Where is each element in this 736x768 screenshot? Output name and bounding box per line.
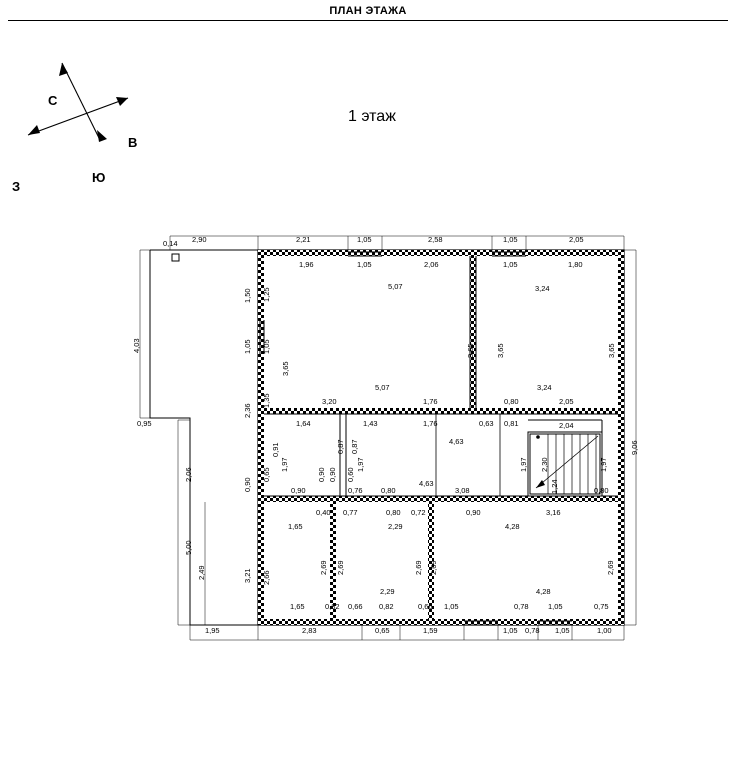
dim-label-vertical: 2,06 xyxy=(184,467,193,482)
dim-label-vertical: 0,60 xyxy=(346,467,355,482)
dim-label: 2,06 xyxy=(424,260,439,269)
dim-label: 0,72 xyxy=(411,508,426,517)
page-title: ПЛАН ЭТАЖА xyxy=(0,4,736,19)
dim-label: 4,28 xyxy=(536,587,551,596)
dim-label: 3,16 xyxy=(546,508,561,517)
dim-label: 2,90 xyxy=(192,235,207,244)
dim-label: 0,90 xyxy=(466,508,481,517)
dim-label-vertical: 0,90 xyxy=(243,477,252,492)
floor-caption: 1 этаж xyxy=(348,108,396,125)
dim-label: 1,76 xyxy=(423,397,438,406)
dim-label: 0,80 xyxy=(594,486,609,495)
dim-label-vertical: 9,06 xyxy=(630,440,639,455)
dim-label-vertical: 3,65 xyxy=(281,361,290,376)
dim-label-vertical: 1,05 xyxy=(243,339,252,354)
dim-label-vertical: 0,87 xyxy=(336,439,345,454)
dim-label: 2,29 xyxy=(388,522,403,531)
dim-label: 2,04 xyxy=(559,421,574,430)
dim-label: 3,20 xyxy=(322,397,337,406)
dim-label: 0,76 xyxy=(348,486,363,495)
dim-label-vertical: 1,97 xyxy=(280,457,289,472)
dim-label: 1,59 xyxy=(423,626,438,635)
dim-label-vertical: 1,97 xyxy=(356,457,365,472)
dim-label: 1,05 xyxy=(503,260,518,269)
dim-label: 3,24 xyxy=(537,383,552,392)
dim-label-vertical: 1,24 xyxy=(550,479,559,494)
dim-label: 0,81 xyxy=(504,419,519,428)
dim-label-vertical: 2,30 xyxy=(540,457,549,472)
dim-label-vertical: 3,65 xyxy=(496,343,505,358)
dim-label: 3,24 xyxy=(535,284,550,293)
dim-label-vertical: 2,36 xyxy=(243,403,252,418)
dim-label-vertical: 3,65 xyxy=(466,343,475,358)
dim-label: 1,64 xyxy=(296,419,311,428)
dim-label: 1,05 xyxy=(503,626,518,635)
compass-label-west: З xyxy=(12,179,21,194)
dim-label: 1,05 xyxy=(357,235,372,244)
dim-label-vertical: 2,69 xyxy=(606,560,615,575)
dim-label: 0,78 xyxy=(514,602,529,611)
dim-label: 0,77 xyxy=(343,508,358,517)
dim-label: 5,07 xyxy=(375,383,390,392)
dim-label: 3,08 xyxy=(455,486,470,495)
dim-label: 1,96 xyxy=(299,260,314,269)
dim-label: 1,05 xyxy=(357,260,372,269)
dim-label: 1,05 xyxy=(503,235,518,244)
dim-label: 0,14 xyxy=(163,239,178,248)
dim-label-vertical: 2,69 xyxy=(336,560,345,575)
dim-label: 1,05 xyxy=(548,602,563,611)
dim-label: 2,05 xyxy=(569,235,584,244)
dim-label-vertical: 2,69 xyxy=(414,560,423,575)
dim-label-vertical: 0,87 xyxy=(350,439,359,454)
dim-label: 0,65 xyxy=(375,626,390,635)
dim-label: 1,76 xyxy=(423,419,438,428)
dim-label-vertical: 2,69 xyxy=(429,560,438,575)
dim-label: 0,80 xyxy=(386,508,401,517)
dim-label: 0,82 xyxy=(379,602,394,611)
compass-label-south: Ю xyxy=(92,170,106,185)
compass-label-north: С xyxy=(48,93,58,108)
dim-label: 0,90 xyxy=(291,486,306,495)
compass-label-east: В xyxy=(128,135,138,150)
dim-label-vertical: 2,66 xyxy=(262,570,271,585)
dim-label-vertical: 0,90 xyxy=(317,467,326,482)
dim-label: 1,95 xyxy=(205,626,220,635)
dim-label: 4,63 xyxy=(449,437,464,446)
dim-label-vertical: 0,90 xyxy=(328,467,337,482)
dim-label: 2,21 xyxy=(296,235,311,244)
dim-label: 4,28 xyxy=(505,522,520,531)
dim-label: 2,29 xyxy=(380,587,395,596)
dim-label: 1,43 xyxy=(363,419,378,428)
dim-label: 2,58 xyxy=(428,235,443,244)
dim-label-vertical: 1,97 xyxy=(519,457,528,472)
dim-label: 1,05 xyxy=(555,626,570,635)
dim-label: 1,00 xyxy=(597,626,612,635)
dim-label: 2,83 xyxy=(302,626,317,635)
dim-label-vertical: 5,00 xyxy=(184,540,193,555)
dim-label: 4,63 xyxy=(419,479,434,488)
dim-label: 0,66 xyxy=(348,602,363,611)
dim-label-vertical: 2,69 xyxy=(319,560,328,575)
dim-label-vertical: 3,21 xyxy=(243,568,252,583)
dim-label-vertical: 1,25 xyxy=(262,287,271,302)
dim-label: 0,95 xyxy=(137,419,152,428)
dim-label: 1,80 xyxy=(568,260,583,269)
dim-label-vertical: 0,65 xyxy=(262,467,271,482)
dim-label: 1,65 xyxy=(288,522,303,531)
dim-label: 0,75 xyxy=(594,602,609,611)
dim-label: 2,05 xyxy=(559,397,574,406)
dim-label-vertical: 2,49 xyxy=(197,565,206,580)
dim-label: 1,05 xyxy=(444,602,459,611)
dim-label-vertical: 3,65 xyxy=(607,343,616,358)
dim-label-vertical: 1,50 xyxy=(243,288,252,303)
dim-label-vertical: 1,97 xyxy=(599,457,608,472)
dim-label: 0,80 xyxy=(381,486,396,495)
dim-label: 0,80 xyxy=(504,397,519,406)
dim-label-vertical: 1,05 xyxy=(262,339,271,354)
dim-label: 5,07 xyxy=(388,282,403,291)
dim-label: 0,63 xyxy=(479,419,494,428)
dim-label-vertical: 0,91 xyxy=(271,442,280,457)
dim-label: 0,82 xyxy=(325,602,340,611)
dim-label: 0,78 xyxy=(525,626,540,635)
dim-label: 0,66 xyxy=(418,602,433,611)
dim-label-vertical: 4,03 xyxy=(132,338,141,353)
dim-label: 0,40 xyxy=(316,508,331,517)
dim-label-vertical: 1,35 xyxy=(262,393,271,408)
dim-label: 1,65 xyxy=(290,602,305,611)
